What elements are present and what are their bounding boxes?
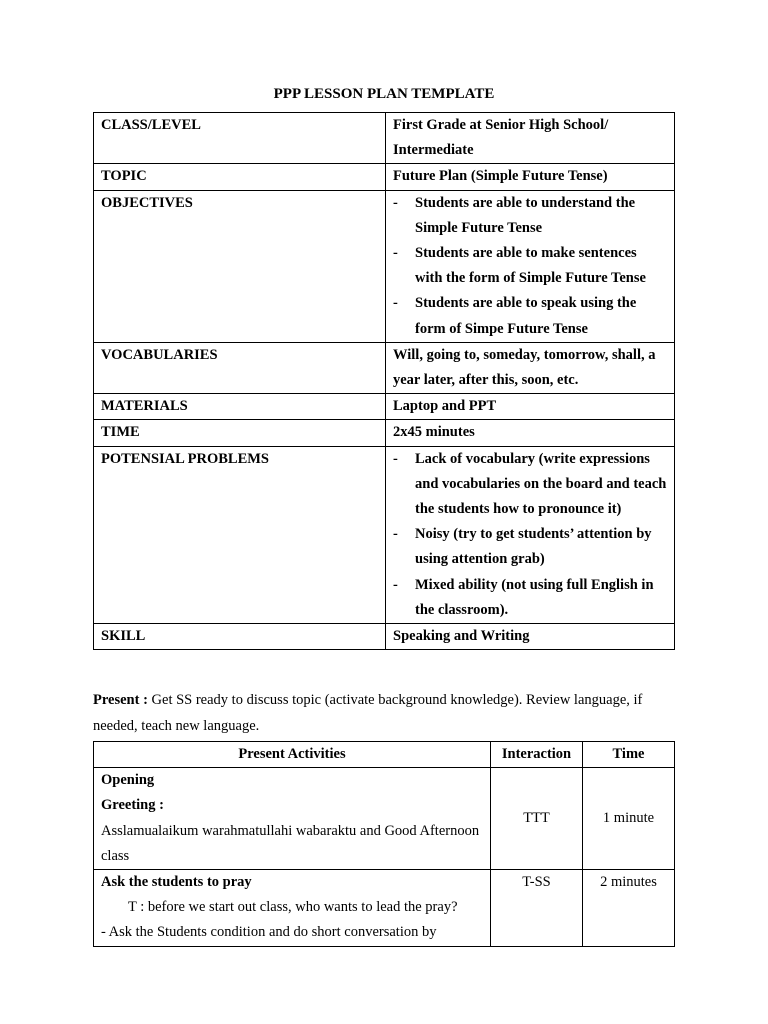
- time-value: 2x45 minutes: [386, 420, 675, 446]
- table-row: [94, 190, 675, 342]
- present-text: Get SS ready to discuss topic (activate background knowledge). Review language, if needed, teach new language.: [93, 692, 643, 734]
- materials-value: Laptop and PPT: [386, 394, 675, 420]
- class-level-value-line: First Grade at Senior High School/: [393, 117, 609, 133]
- problem-text: Lack of vocabulary (write expressions and vocabularies on the board and teach the students how to pronounce it): [415, 450, 667, 518]
- class-level-value: [386, 113, 675, 164]
- bullet-dash: -: [393, 526, 398, 543]
- vocabularies-value: Will, going to, someday, tomorrow, shall, a year later, after this, soon, etc.: [386, 342, 675, 393]
- materials-label: MATERIALS: [94, 394, 386, 420]
- table-row: [94, 394, 675, 420]
- problem-text: Mixed ability (not using full English in the classroom).: [415, 576, 654, 618]
- problem-text: Noisy (try to get students’ attention by using attention grab): [415, 526, 652, 568]
- activity-line: T : before we start out class, who wants to lead the pray?: [128, 899, 458, 916]
- skill-value: Speaking and Writing: [386, 624, 675, 650]
- bullet-dash: -: [393, 295, 398, 312]
- table-row: [94, 446, 675, 623]
- activity-line: - Ask the Students condition and do short conversation by: [101, 924, 437, 941]
- header-time: Time: [583, 742, 675, 768]
- objectives-label: OBJECTIVES: [94, 190, 386, 342]
- list-item: [393, 573, 667, 623]
- header-interaction: Interaction: [491, 742, 583, 768]
- list-item: [393, 447, 667, 523]
- activity-heading: Ask the students to pray: [101, 874, 252, 891]
- table-row: [94, 164, 675, 190]
- time-cell: 2 minutes: [583, 870, 675, 947]
- list-item: [393, 522, 667, 572]
- list-item: [393, 191, 667, 241]
- activity-subheading: Greeting :: [101, 797, 164, 814]
- objective-text: Students are able to speak using the form of Simpe Future Tense: [415, 295, 637, 337]
- present-label: Present :: [93, 692, 148, 708]
- present-paragraph: [93, 688, 683, 739]
- present-activities-table: [93, 741, 675, 947]
- class-level-label: CLASS/LEVEL: [94, 113, 386, 164]
- activity-text: Asslamualaikum warahmatullahi wabaraktu and Good Afternoon class: [101, 822, 480, 864]
- page-title: PPP LESSON PLAN TEMPLATE: [273, 86, 495, 102]
- bullet-dash: -: [393, 194, 398, 211]
- bullet-dash: -: [393, 450, 398, 467]
- list-item: [393, 291, 667, 341]
- objective-text: Students are able to make sentences with the form of Simple Future Tense: [415, 245, 646, 287]
- interaction-cell: TTT: [491, 768, 583, 870]
- topic-label: TOPIC: [94, 164, 386, 190]
- objectives-list: [386, 190, 675, 342]
- time-label: TIME: [94, 420, 386, 446]
- list-item: [393, 241, 667, 291]
- table-row: [94, 113, 675, 164]
- bullet-dash: -: [393, 576, 398, 593]
- problems-label: POTENSIAL PROBLEMS: [94, 446, 386, 623]
- table-row: [94, 768, 675, 870]
- lesson-plan-table: [93, 112, 675, 650]
- problems-list: [386, 446, 675, 623]
- topic-value: Future Plan (Simple Future Tense): [386, 164, 675, 190]
- vocabularies-label: VOCABULARIES: [94, 342, 386, 393]
- table-header-row: [94, 742, 675, 768]
- activity-cell: [94, 768, 491, 870]
- bullet-dash: -: [393, 245, 398, 262]
- table-row: [94, 624, 675, 650]
- skill-label: SKILL: [94, 624, 386, 650]
- interaction-cell: T-SS: [491, 870, 583, 947]
- table-row: [94, 342, 675, 393]
- table-row: [94, 870, 675, 947]
- header-present-activities: Present Activities: [94, 742, 491, 768]
- activity-heading: Opening: [101, 772, 155, 789]
- time-cell: 1 minute: [583, 768, 675, 870]
- table-row: [94, 420, 675, 446]
- objective-text: Students are able to understand the Simple Future Tense: [415, 194, 636, 236]
- activity-cell: [94, 870, 491, 947]
- class-level-value-line: Intermediate: [393, 142, 474, 159]
